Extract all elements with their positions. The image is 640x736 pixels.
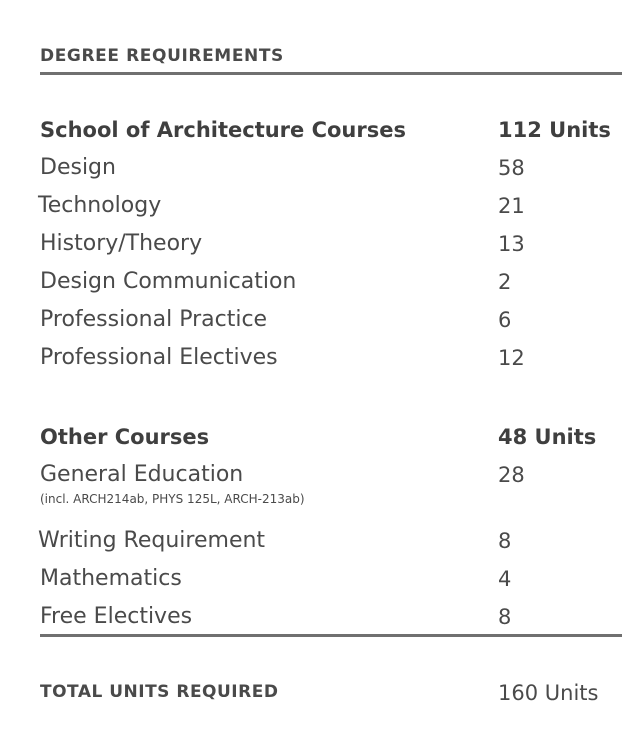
requirement-label: Writing Requirement: [38, 528, 266, 553]
requirement-row-mathematics: [40, 562, 622, 600]
requirement-units: 28: [498, 463, 525, 487]
bottom-divider: [40, 634, 622, 637]
requirement-row-professional-electives: [40, 341, 622, 379]
requirement-label: Design: [40, 155, 116, 180]
requirement-label: General Education: [40, 462, 244, 487]
requirement-label: Free Electives: [40, 604, 193, 629]
requirement-row-technology: [40, 189, 622, 227]
total-label: TOTAL UNITS REQUIRED: [40, 682, 279, 702]
requirement-label: History/Theory: [40, 231, 203, 256]
requirement-units: 21: [498, 194, 525, 218]
top-divider: [40, 72, 622, 75]
total-units-row: [40, 678, 622, 712]
requirement-row-design: [40, 151, 622, 189]
requirement-label: Professional Electives: [40, 345, 278, 370]
requirement-units: 2: [498, 270, 512, 294]
section-heading: School of Architecture Courses: [40, 118, 406, 142]
section-heading: Other Courses: [40, 425, 210, 449]
requirement-units: 8: [498, 529, 512, 553]
requirement-row-free-electives: [40, 600, 622, 638]
section-header: [40, 113, 622, 151]
requirement-row-writing: [40, 524, 622, 562]
total-units: 160 Units: [498, 681, 599, 705]
section-header: [40, 420, 622, 458]
requirement-row-design-communication: [40, 265, 622, 303]
requirement-units: 12: [498, 346, 525, 370]
requirement-label: Design Communication: [40, 269, 297, 294]
section-units: 48 Units: [498, 425, 597, 449]
requirement-units: 13: [498, 232, 525, 256]
requirement-label: Professional Practice: [40, 307, 268, 332]
requirement-units: 8: [498, 605, 512, 629]
degree-requirements-page: [40, 0, 622, 736]
section-architecture-courses: [40, 113, 622, 379]
requirement-label: Technology: [38, 193, 162, 218]
requirement-label: Mathematics: [40, 566, 182, 591]
requirement-units: 58: [498, 156, 525, 180]
requirement-units: 6: [498, 308, 512, 332]
section-units: 112 Units: [498, 118, 611, 142]
requirement-note: (incl. ARCH214ab, PHYS 125L, ARCH-213ab): [40, 492, 305, 506]
section-other-courses: [40, 420, 622, 638]
requirement-row-professional-practice: [40, 303, 622, 341]
requirement-row-general-education: [40, 458, 622, 524]
requirement-units: 4: [498, 567, 512, 591]
page-title: DEGREE REQUIREMENTS: [40, 46, 284, 66]
requirement-row-history-theory: [40, 227, 622, 265]
